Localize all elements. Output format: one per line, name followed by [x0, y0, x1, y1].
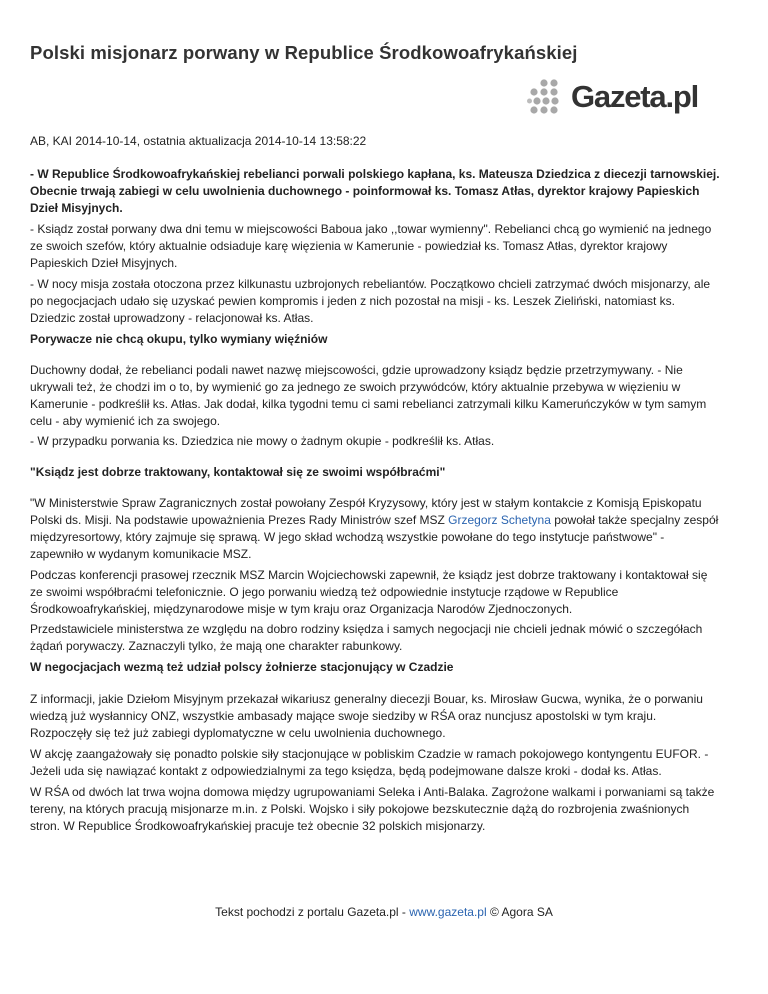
grzegorz-schetyna-link[interactable]: Grzegorz Schetyna	[448, 513, 551, 527]
paragraph-2-block	[30, 276, 720, 327]
paragraph-5-block	[30, 495, 720, 563]
paragraph-8-block	[30, 691, 720, 742]
subheading-3-block	[30, 659, 720, 676]
paragraph-4: - W przypadku porwania ks. Dziedzica nie mowy o żadnym okupie - podkreślił ks. Atłas.	[30, 434, 495, 448]
paragraph-10-block	[30, 784, 720, 835]
paragraph-8: Z informacji, jakie Dziełom Misyjnym przekazał wikariusz generalny diecezji Bouar, ks. Mirosław Gucwa, wynika, że o porwaniu wiedzą już wysłannicy ONZ, wszystkie ambasady mające swoje siedziby w RŚA oraz nuncjusz apostolski w tym kraju. Rozpoczęły się też już zabiegi dyplomatyczne w celu uwolnienia duchownego.	[30, 692, 703, 740]
paragraph-5-part-b: powołał także specjalny zespół międzyresortowy, który zajmuje się sprawą. W jego skład wchodzą wszystkie powołane do tego instytucje państwowe" - zapewniło w wydanym komunikacie MSZ.	[30, 513, 719, 561]
paragraph-7: Przedstawiciele ministerstwa ze względu na dobro rodziny księdza i samych negocjacji nie chcieli jednak mówić o szczegółach żądań porywaczy. Zaznaczyli tylko, że mają one charakter rabunkowy.	[30, 622, 703, 653]
paragraph-9: W akcję zaangażowały się ponadto polskie siły stacjonujące w pobliskim Czadzie w ramach pokojowego kontyngentu EUFOR. - Jeżeli uda się nawiązać kontakt z odpowiedzialnymi za tego księdza, będą podejmowane dalsze kroki - dodał ks. Atłas.	[30, 747, 709, 778]
subheading-2-block	[30, 464, 720, 481]
article-lead	[30, 166, 720, 217]
subheading-2: "Ksiądz jest dobrze traktowany, kontaktował się ze swoimi współbraćmi"	[30, 465, 446, 479]
paragraph-1: - Ksiądz został porwany dwa dni temu w miejscowości Baboua jako ,,towar wymienny". Rebelianci chcą go wymienić na jednego ze swoich szefów, który aktualnie odsiaduje karę więzienia w Kamerunie - powiedział ks. Tomasz Atłas, dyrektor krajowy Papieskich Dzieł Misyjnych.	[30, 222, 712, 270]
footer-prefix: Tekst pochodzi z portalu Gazeta.pl -	[215, 905, 410, 919]
paragraph-10: W RŚA od dwóch lat trwa wojna domowa między ugrupowaniami Seleka i Anti-Balaka. Zagrożone walkami i porwaniami są także tereny, na których pracują misjonarze m.in. z Polski. Wojsko i siły pokojowe bezskutecznie dążą do rozbrojenia zwaśnionych stron. W Republice Środkowoafrykańskiej pracuje też obecnie 32 polskich misjonarzy.	[30, 785, 715, 833]
article-meta: AB, KAI 2014-10-14, ostatnia aktualizacja 2014-10-14 13:58:22	[30, 134, 367, 148]
footer-gazeta-link[interactable]: www.gazeta.pl	[409, 905, 487, 919]
gazeta-logo[interactable]	[527, 79, 698, 115]
subheading-1: Porywacze nie chcą okupu, tylko wymiany więźniów	[30, 332, 328, 346]
paragraph-4-block	[30, 433, 720, 450]
footer	[0, 905, 768, 919]
paragraph-3: Duchowny dodał, że rebelianci podali nawet nazwę miejscowości, gdzie uprowadzony ksiądz będzie przetrzymywany. - Nie ukrywali też, że chodzi im o to, by wymienić go za jednego ze swoich przywódców, który aktualnie przebywa w więzieniu w Kamerunie - podkreślił ks. Atłas. Jak dodał, kilka tygodni temu ci sami rebelianci zatrzymali kilku Kameruńczyków w tym samym celu - aby wymienić ich za swojego.	[30, 363, 707, 428]
paragraph-5	[30, 495, 720, 563]
paragraph-6-block	[30, 567, 720, 618]
paragraph-6: Podczas konferencji prasowej rzecznik MSZ Marcin Wojciechowski zapewnił, że ksiądz jest dobrze traktowany i kontaktował się ze swoimi współbraćmi telefonicznie. O jego porwaniu wiedzą też odpowiednie instytucje rządowe w Republice Środkowoafrykańskiej, międzynarodowe misje w tym kraju oraz Organizacja Narodów Zjednoczonych.	[30, 568, 708, 616]
paragraph-2: - W nocy misja została otoczona przez kilkunastu uzbrojonych rebeliantów. Początkowo chcieli zatrzymać dwóch misjonarzy, ale po negocjacjach udało się uzyskać pewien kompromis i jeden z nich pozostał na misji - ks. Leszek Zieliński, natomiast ks. Dziedzic został uprowadzony - relacjonował ks. Atłas.	[30, 277, 711, 325]
paragraph-3-block	[30, 362, 720, 430]
paragraph-7-block	[30, 621, 720, 655]
logo-wordmark: Gazeta.pl	[571, 79, 699, 114]
article-title: Polski misjonarz porwany w Republice Środkowoafrykańskiej	[30, 42, 578, 63]
paragraph-9-block	[30, 746, 720, 780]
paragraph-1-block	[30, 221, 720, 272]
gazeta-dots-icon	[527, 79, 563, 115]
footer-suffix: © Agora SA	[486, 905, 553, 919]
paragraph-5-part-a: "W Ministerstwie Spraw Zagranicznych został powołany Zespół Kryzysowy, który jest w stałym kontakcie z Komisją Episkopatu Polski ds. Misji. Na podstawie upoważnienia Prezes Rady Ministrów szef MSZ	[30, 496, 702, 527]
lead-paragraph: - W Republice Środkowoafrykańskiej rebelianci porwali polskiego kapłana, ks. Mateusza Dziedzica z diecezji tarnowskiej. Obecnie trwają zabiegi w celu uwolnienia duchownego - poinformował ks. Tomasz Atłas, dyrektor krajowy Papieskich Dzieł Misyjnych.	[30, 167, 720, 215]
subheading-3: W negocjacjach wezmą też udział polscy żołnierze stacjonujący w Czadzie	[30, 660, 454, 674]
subheading-1-block	[30, 331, 720, 348]
